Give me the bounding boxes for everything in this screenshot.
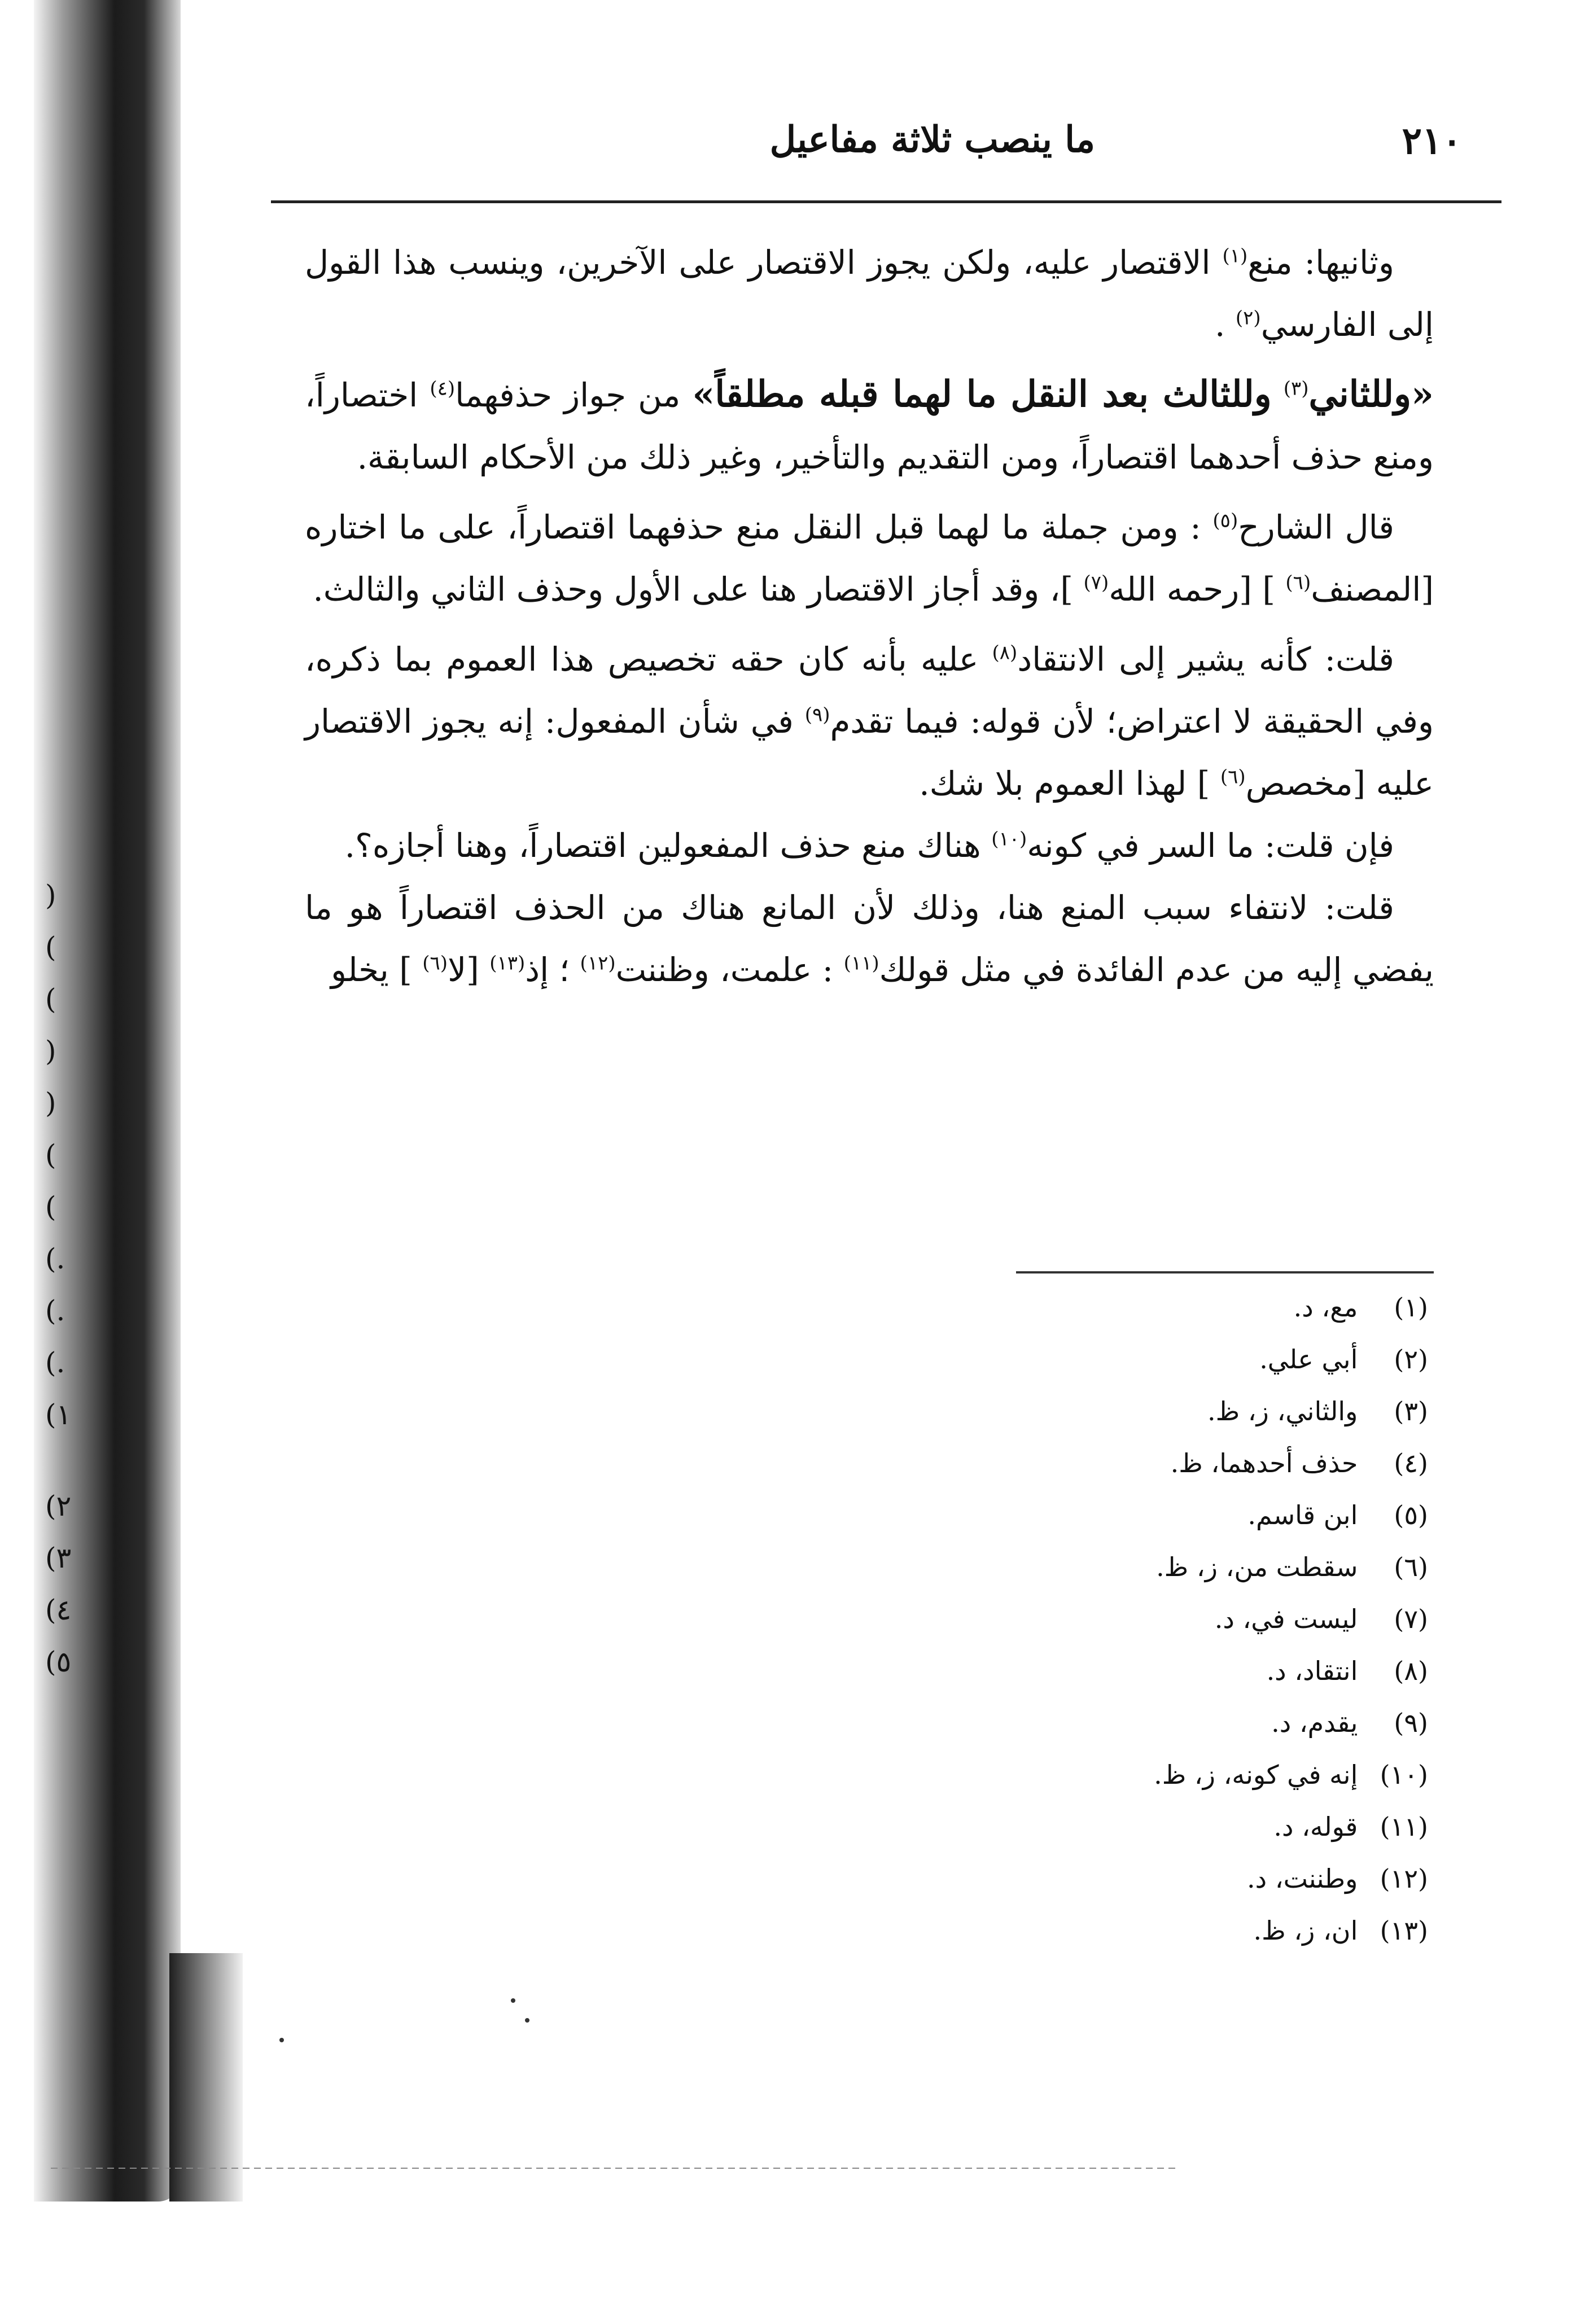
footnote [734,1645,1428,1697]
text-run: [لا [448,951,479,989]
margin-mark: ٢) [45,1490,72,1522]
footnote-number: (١٢) [1380,1863,1428,1894]
footnote-ref: (٩) [804,703,830,726]
scan-edge-line [51,2168,1180,2169]
running-head [643,107,1462,181]
footnote-ref: (١٠) [991,828,1027,851]
footnote-number: (٢) [1394,1344,1428,1375]
text-run: ]، وقد أجاز الاقتصار هنا على الأول وحذف الثاني والثالث. [313,570,1074,609]
footnote [734,1385,1428,1437]
footnote-text: حذف أحدهما، ظ. [1170,1448,1358,1478]
footnote-ref: (٦) [422,952,448,975]
margin-mark: ٤) [45,1594,72,1626]
footnote-number: (٨) [1394,1656,1428,1686]
footnote-ref: (٥) [1212,509,1238,532]
footnote-text: مع، د. [1293,1292,1358,1323]
footnote-ref: (٦) [1220,765,1246,789]
text-run: ] يخلو [331,951,412,989]
footnote-separator [1016,1271,1434,1273]
footnote-number: (٧) [1394,1604,1428,1634]
running-title: ما ينصب ثلاثة مفاعيل [769,119,1095,161]
page-number: ٢١٠ [1402,119,1462,163]
facing-page-margin [45,869,107,1688]
footnote-number: (١) [1394,1292,1428,1323]
footnote-number: (٣) [1394,1396,1428,1426]
paragraph-6 [305,877,1434,1001]
footnote-text: والثاني، ز، ظ. [1207,1396,1358,1426]
text-run: وثانيها: منع [1247,243,1395,282]
footnote [734,1489,1428,1541]
scan-speck [279,2038,284,2042]
margin-gap [45,1441,107,1480]
footnote-ref: (٧) [1083,571,1109,594]
footnote-ref: (٢) [1235,307,1261,330]
footnote-ref: (١٢) [580,952,616,975]
footnote [734,1593,1428,1645]
footnote-number: (٦) [1394,1552,1428,1582]
footnote-ref: (١١) [843,952,879,975]
footnote-ref: (٦) [1285,571,1311,594]
footnote-text: وطننت، د. [1247,1863,1358,1894]
scan-speck [511,1998,515,2003]
footnote-text: قوله، د. [1273,1811,1358,1842]
footnote-number: (١١) [1380,1811,1428,1842]
text-run: ] [رحمه الله [1109,570,1275,609]
footnote-text: ان، ز، ظ. [1253,1915,1358,1946]
margin-mark: .) [45,1294,65,1327]
text-run: قال الشارح [1238,508,1394,546]
text-run: عليه بأنه كان حقه تخصيص هذا العموم بما ذكره، وفي الحقيقة لا اعتراض؛ لأن قوله: فيما تقدم [305,640,1434,741]
margin-mark: ٥) [45,1645,72,1678]
text-run: : علمت، وظننت [615,951,834,989]
footnote [734,1801,1428,1853]
margin-mark: ) [45,1139,56,1171]
margin-mark: .) [45,1346,65,1379]
paragraph-5 [305,815,1434,877]
footnote [734,1541,1428,1593]
footnote-ref: (١٣) [489,952,526,975]
footnote [734,1905,1428,1957]
margin-mark: ( [45,879,56,912]
footnote-text: ليست في، د. [1214,1604,1358,1634]
text-run: . [1215,305,1225,344]
footnote-number: (١٣) [1380,1915,1428,1946]
footnote-ref: (١) [1222,244,1248,268]
header-rule [271,200,1501,203]
text-run: ] لهذا العموم بلا شك. [919,764,1210,803]
matn-quote: وللثالث بعد النقل ما لهما قبله مطلقاً» [692,373,1272,415]
margin-mark: ( [45,1087,56,1119]
text-run: قلت: كأنه يشير إلى الانتقاد [1017,640,1394,679]
footnote-number: (٥) [1394,1500,1428,1530]
paragraph-2 [305,364,1434,488]
paragraph-3 [305,496,1434,620]
footnote-text: ابن قاسم. [1247,1500,1358,1530]
text-run: هناك منع حذف المفعولين اقتصاراً، وهنا أجازه؟. [344,826,981,865]
footnote-ref: (٨) [992,641,1018,664]
scan-binding-shadow-lower [169,1953,243,2202]
margin-mark: .) [45,1242,65,1275]
footnote-number: (٤) [1394,1448,1428,1478]
footnote-number: (٩) [1394,1708,1428,1738]
scan-speck [525,2018,529,2023]
footnote-ref: (٤) [430,377,456,400]
footnote-number: (١٠) [1380,1760,1428,1790]
margin-mark: ١) [45,1398,72,1431]
matn-quote: «وللثاني [1308,373,1434,415]
margin-mark: ) [45,983,56,1016]
text-run: : ومن جملة ما لهما قبل النقل منع حذفهما اقتصاراً، على ما اختاره [المصنف [305,508,1434,609]
footnote [734,1853,1428,1905]
footnote [734,1697,1428,1749]
text-run: اختصاراً، ومنع حذف أحدهما اقتصاراً، ومن التقديم والتأخير، وغير ذلك من الأحكام السابقة. [305,376,1434,476]
text-run: ؛ إذ [525,951,570,989]
text-run: في شأن المفعول: إنه يجوز الاقتصار عليه [مخصص [305,702,1434,803]
footnote-text: إنه في كونه، ز، ظ. [1154,1760,1358,1790]
footnote-ref: (٣) [1283,377,1309,400]
footnote [734,1333,1428,1385]
text-run: قلت: لانتفاء سبب المنع هنا، وذلك لأن المانع هناك من الحذف اقتصاراً هو ما يفضي إليه من عدم الفائدة في مثل قولك [305,889,1434,989]
main-text [305,231,1434,1001]
margin-mark: ٣) [45,1542,72,1574]
footnote-text: يقدم، د. [1271,1708,1358,1738]
footnote-text: انتقاد، د. [1266,1656,1358,1686]
footnote-text: سقطت من، ز، ظ. [1156,1552,1358,1582]
paragraph-4 [305,628,1434,815]
margin-mark: ) [45,1191,56,1223]
margin-mark: ) [45,931,56,964]
footnotes [734,1281,1428,1957]
footnote [734,1437,1428,1489]
footnote [734,1281,1428,1333]
text-run: فإن قلت: ما السر في كونه [1027,826,1394,865]
text-run: من جواز حذفهما [455,376,681,414]
paragraph-1 [305,231,1434,356]
text-run: الاقتصار عليه، ولكن يجوز الاقتصار على الآخرين، وينسب هذا القول إلى الفارسي [305,243,1434,344]
footnote [734,1749,1428,1801]
margin-mark: ( [45,1035,56,1067]
footnote-text: أبي علي. [1259,1344,1358,1375]
